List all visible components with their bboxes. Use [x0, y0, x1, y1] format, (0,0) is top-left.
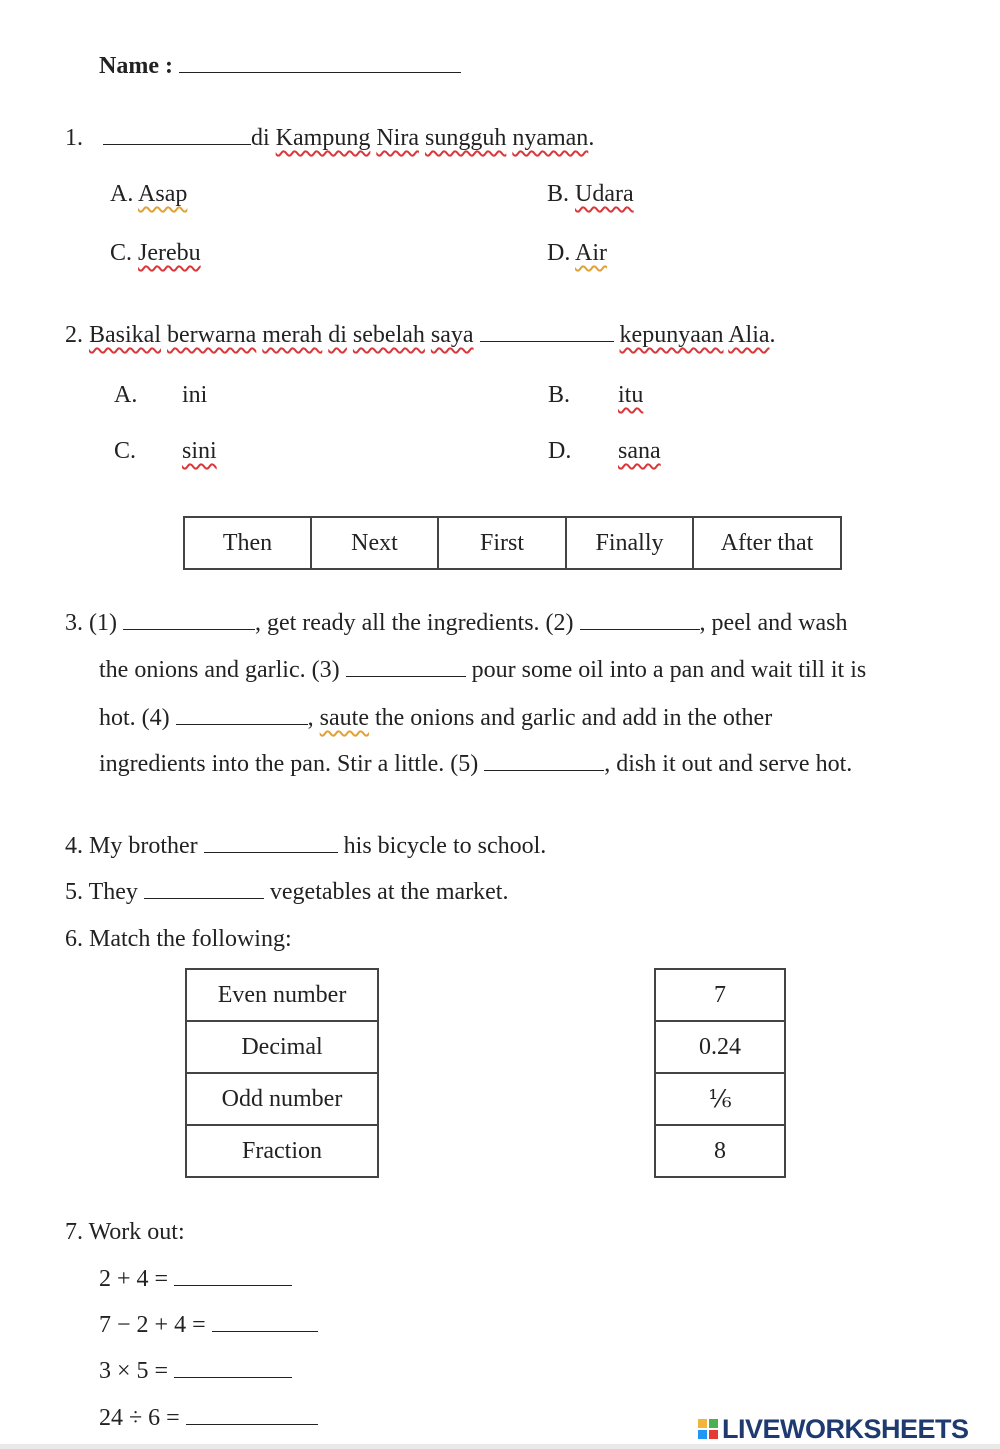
answer-blank[interactable]: [103, 126, 251, 145]
question-6: [65, 927, 292, 951]
text: ,: [307, 705, 314, 731]
match-item[interactable]: ⅙: [655, 1073, 785, 1125]
brand-name: LIVEWORKSHEETS: [722, 1413, 969, 1444]
name-field: [99, 54, 461, 78]
answer-blank[interactable]: [174, 1267, 292, 1286]
word-bank-item: Finally: [566, 517, 693, 569]
option-letter: B.: [548, 382, 571, 408]
text: , get ready all the ingredients. (2): [254, 610, 574, 636]
question-number: 2.: [65, 322, 83, 348]
text: (1): [89, 610, 117, 636]
word: nyaman: [512, 125, 589, 151]
text: his bicycle to school.: [343, 833, 547, 859]
match-item[interactable]: 7: [655, 969, 785, 1021]
question-number: 3.: [65, 610, 83, 636]
math-problem: [99, 1406, 318, 1430]
math-expression: 7 − 2 + 4 =: [99, 1312, 206, 1338]
word: kepunyaan: [619, 322, 724, 348]
match-item[interactable]: Even number: [186, 969, 378, 1021]
question-prompt: Match the following:: [89, 926, 292, 952]
question-4: [65, 834, 546, 858]
name-label: Name :: [99, 53, 173, 79]
question-number: 6.: [65, 926, 83, 952]
answer-blank[interactable]: [123, 611, 255, 630]
question-number: 7.: [65, 1219, 83, 1245]
question-3-line-3: [99, 706, 772, 730]
math-problem: [99, 1267, 292, 1291]
liveworksheets-logo: [698, 1414, 969, 1444]
word: di: [328, 322, 347, 348]
question-prompt: Work out:: [88, 1219, 185, 1245]
answer-blank[interactable]: [346, 658, 466, 677]
word: sungguh: [424, 125, 507, 151]
q2-option-b[interactable]: [548, 383, 643, 407]
q2-option-c[interactable]: [114, 439, 217, 463]
match-item[interactable]: 0.24: [655, 1021, 785, 1073]
option-text: itu: [618, 382, 644, 408]
text: the onions and garlic. (3): [99, 657, 340, 683]
match-item[interactable]: Fraction: [186, 1125, 378, 1177]
question-5: [65, 880, 508, 904]
question-2: [65, 323, 776, 347]
math-expression: 2 + 4 =: [99, 1266, 169, 1292]
name-blank[interactable]: [179, 54, 461, 73]
answer-blank[interactable]: [580, 611, 700, 630]
word: Nira: [376, 125, 419, 151]
q1-option-d[interactable]: [547, 241, 607, 265]
question-number: 4.: [65, 833, 83, 859]
match-left-table: [185, 968, 379, 1178]
option-letter: D.: [548, 438, 572, 464]
option-letter: B.: [547, 181, 570, 207]
word: berwarna: [167, 322, 257, 348]
option-text: Asap: [138, 181, 188, 207]
option-letter: A.: [114, 382, 138, 408]
text: vegetables at the market.: [269, 879, 509, 905]
word: saya: [430, 322, 474, 348]
answer-blank[interactable]: [480, 323, 614, 342]
word-bank-item: First: [438, 517, 566, 569]
text: My brother: [89, 833, 198, 859]
word-bank-item: Then: [184, 517, 311, 569]
option-text: ini: [182, 382, 208, 408]
math-expression: 3 × 5 =: [99, 1358, 169, 1384]
text: hot. (4): [99, 705, 170, 731]
option-letter: D.: [547, 240, 571, 266]
word: sebelah: [352, 322, 425, 348]
word: .: [588, 125, 595, 151]
math-problem: [99, 1313, 318, 1337]
text: ingredients into the pan. Stir a little. (5): [99, 751, 479, 777]
text: , dish it out and serve hot.: [604, 751, 853, 777]
option-letter: C.: [110, 240, 133, 266]
math-expression: 24 ÷ 6 =: [99, 1405, 180, 1431]
question-number: 1.: [65, 125, 83, 151]
q2-option-d[interactable]: [548, 439, 661, 463]
text: , peel and wash: [699, 610, 848, 636]
text: pour some oil into a pan and wait till it is: [471, 657, 867, 683]
option-letter: A.: [110, 181, 134, 207]
question-3-line-2: [99, 658, 866, 682]
question-7: [65, 1220, 185, 1244]
option-text: sini: [182, 438, 217, 464]
answer-blank[interactable]: [204, 834, 338, 853]
word: Alia: [728, 322, 770, 348]
question-3-line-4: [99, 752, 852, 776]
answer-blank[interactable]: [174, 1359, 292, 1378]
text: They: [88, 879, 138, 905]
answer-blank[interactable]: [212, 1313, 318, 1332]
match-right-table: [654, 968, 786, 1178]
q1-option-b[interactable]: [547, 182, 634, 206]
footer-divider: [0, 1444, 1000, 1449]
text: saute: [319, 705, 369, 731]
answer-blank[interactable]: [484, 752, 604, 771]
answer-blank[interactable]: [176, 706, 308, 725]
question-3-line-1: [65, 611, 848, 635]
option-text: Jerebu: [138, 240, 201, 266]
match-item[interactable]: Decimal: [186, 1021, 378, 1073]
word: Kampung: [275, 125, 371, 151]
liveworksheets-logo-icon: [698, 1419, 718, 1439]
option-text: Udara: [575, 181, 634, 207]
word-bank-item: After that: [693, 517, 841, 569]
question-number: 5.: [65, 879, 83, 905]
word: merah: [262, 322, 323, 348]
question-1: [65, 126, 594, 150]
match-item[interactable]: 8: [655, 1125, 785, 1177]
q1-option-c[interactable]: [110, 241, 201, 265]
math-problem: [99, 1359, 292, 1383]
q2-option-a[interactable]: [114, 383, 207, 407]
option-letter: C.: [114, 438, 137, 464]
q1-option-a[interactable]: [110, 182, 187, 206]
option-text: Air: [575, 240, 608, 266]
answer-blank[interactable]: [144, 880, 264, 899]
match-item[interactable]: Odd number: [186, 1073, 378, 1125]
option-text: sana: [618, 438, 661, 464]
word: Basikal: [89, 322, 161, 348]
word: .: [769, 322, 776, 348]
word-bank-table: [183, 516, 842, 570]
word-bank-item: Next: [311, 517, 438, 569]
word: di: [251, 125, 270, 151]
text: the onions and garlic and add in the other: [374, 705, 773, 731]
answer-blank[interactable]: [186, 1406, 318, 1425]
